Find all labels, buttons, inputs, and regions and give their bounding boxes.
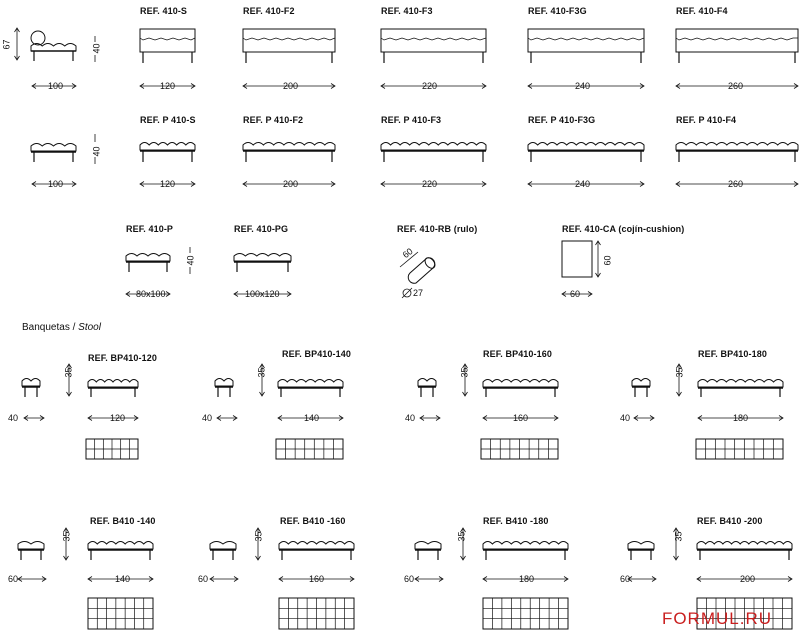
row1-bed-body-0: [140, 29, 195, 52]
b-side-seat-3: [628, 542, 654, 550]
ref-410-p: REF. 410-P: [126, 224, 174, 234]
b-width-3: 200: [740, 574, 756, 584]
bp-width-1: 140: [304, 413, 320, 423]
ref-410-rb: REF. 410-RB (rulo): [397, 224, 478, 234]
roll-length: 60: [400, 246, 415, 261]
ref-p410-s: REF. P 410-S: [140, 115, 196, 125]
b-side-seat-0: [18, 542, 44, 550]
section-title-en: Stool: [78, 322, 101, 333]
ref-b410-180: REF. B410 -180: [483, 516, 549, 526]
row1-side-depth-label: 100: [48, 81, 64, 91]
b-bench-3: [697, 542, 792, 550]
width-p410-s: 120: [160, 179, 176, 189]
ottoman-top: [126, 254, 170, 262]
b-height-0: 35: [61, 531, 72, 542]
row2-bench-3: [528, 143, 644, 151]
ref-b410-200: REF. B410 -200: [697, 516, 763, 526]
ref-410-f4: REF. 410-F4: [676, 6, 728, 16]
b-width-2: 180: [519, 574, 535, 584]
ottoman-size: 80x100: [136, 289, 166, 299]
ref-410-f2: REF. 410-F2: [243, 6, 295, 16]
row1-bed-body-4: [676, 29, 798, 52]
row1-bed-body-2: [381, 29, 486, 52]
bp-bench-1: [278, 380, 343, 388]
width-410-f4: 260: [728, 81, 744, 91]
ref-410-pg: REF. 410-PG: [234, 224, 289, 234]
b-depth-3: 60: [620, 574, 631, 584]
b-depth-1: 60: [198, 574, 209, 584]
b-bench-2: [483, 542, 568, 550]
bp-bench-3: [698, 380, 783, 388]
cushion-width-label: 60: [570, 289, 581, 299]
row1-bed-tufting-2: [381, 38, 486, 40]
row1-side-seat-height-label: 40: [91, 43, 102, 54]
b-plan-2: [483, 598, 568, 629]
b-bench-1: [279, 542, 354, 550]
b-width-0: 140: [115, 574, 131, 584]
ottoman-g-size: 100x120: [245, 289, 280, 299]
width-p410-f3g: 240: [575, 179, 591, 189]
row2-bench-2: [381, 143, 486, 151]
b-height-3: 35: [673, 531, 684, 542]
row2-bench-4: [676, 143, 798, 151]
bp-side-seat-2: [418, 379, 436, 387]
b-plan-0: [88, 598, 153, 629]
width-410-s: 120: [160, 81, 176, 91]
section-title: [22, 323, 101, 333]
bp-width-2: 160: [513, 413, 529, 423]
roll-body: [408, 258, 435, 284]
bp-height-2: 35: [459, 367, 470, 378]
row2-bench-1: [243, 143, 335, 151]
b-side-seat-1: [210, 542, 236, 550]
cushion-side-label: 60: [602, 255, 613, 266]
bp-height-3: 35: [674, 367, 685, 378]
b-height-2: 35: [456, 531, 467, 542]
bp-side-seat-3: [632, 379, 650, 387]
bp-depth-0: 40: [8, 413, 19, 423]
row2-side-mattress: [31, 144, 76, 152]
cushion-square: [562, 241, 592, 277]
roll-diameter: 27: [413, 288, 424, 298]
ref-bp410-120: REF. BP410-120: [88, 353, 157, 363]
ref-b410-140: REF. B410 -140: [90, 516, 156, 526]
ref-410-s: REF. 410-S: [140, 6, 188, 16]
row1-bed-tufting-0: [140, 38, 195, 40]
width-p410-f2: 200: [283, 179, 299, 189]
bp-side-seat-0: [22, 379, 40, 387]
row1-bed-tufting-3: [528, 38, 644, 40]
row2-bench-0: [140, 143, 195, 151]
ref-bp410-160: REF. BP410-160: [483, 349, 552, 359]
b-depth-0: 60: [8, 574, 19, 584]
row1-bed-tufting-4: [676, 38, 798, 40]
b-side-seat-2: [415, 542, 441, 550]
bp-bench-2: [483, 380, 558, 388]
width-p410-f4: 260: [728, 179, 744, 189]
ref-b410-160: REF. B410 -160: [280, 516, 346, 526]
row1-bed-body-1: [243, 29, 335, 52]
ref-bp410-140: REF. BP410-140: [282, 349, 351, 359]
ref-bp410-180: REF. BP410-180: [698, 349, 767, 359]
bp-bench-0: [88, 380, 138, 388]
width-410-f3g: 240: [575, 81, 591, 91]
bp-width-0: 120: [110, 413, 126, 423]
ref-410-f3g: REF. 410-F3G: [528, 6, 587, 16]
ref-p410-f3g: REF. P 410-F3G: [528, 115, 596, 125]
ref-p410-f4: REF. P 410-F4: [676, 115, 737, 125]
bp-side-seat-1: [215, 379, 233, 387]
bp-height-0: 35: [63, 367, 74, 378]
bp-depth-1: 40: [202, 413, 213, 423]
ottoman-height-label: 40: [185, 255, 196, 266]
b-width-1: 160: [309, 574, 325, 584]
row1-side-height-label: 67: [1, 39, 12, 50]
ref-410-f3: REF. 410-F3: [381, 6, 433, 16]
b-depth-2: 60: [404, 574, 415, 584]
row2-side-depth-label: 100: [48, 179, 64, 189]
section-title-es: Banquetas /: [22, 322, 79, 333]
bp-width-3: 180: [733, 413, 749, 423]
bp-depth-3: 40: [620, 413, 631, 423]
row1-side-bolster: [31, 31, 45, 45]
row2-side-seat-height-label: 40: [91, 146, 102, 157]
b-height-1: 35: [253, 531, 264, 542]
bp-depth-2: 40: [405, 413, 416, 423]
watermark: FORMUL.RU: [661, 609, 772, 628]
ottoman-g-top: [234, 254, 291, 262]
b-bench-0: [88, 542, 153, 550]
width-p410-f3: 220: [422, 179, 438, 189]
width-410-f2: 200: [283, 81, 299, 91]
bp-height-1: 35: [256, 367, 267, 378]
roll-end: [423, 256, 437, 270]
ref-p410-f3: REF. P 410-F3: [381, 115, 442, 125]
row1-bed-body-3: [528, 29, 644, 52]
ref-410-ca: REF. 410-CA (cojín-cushion): [562, 224, 685, 234]
width-410-f3: 220: [422, 81, 438, 91]
row1-bed-tufting-1: [243, 38, 335, 40]
ref-p410-f2: REF. P 410-F2: [243, 115, 304, 125]
diameter-symbol-slash: [402, 288, 412, 298]
